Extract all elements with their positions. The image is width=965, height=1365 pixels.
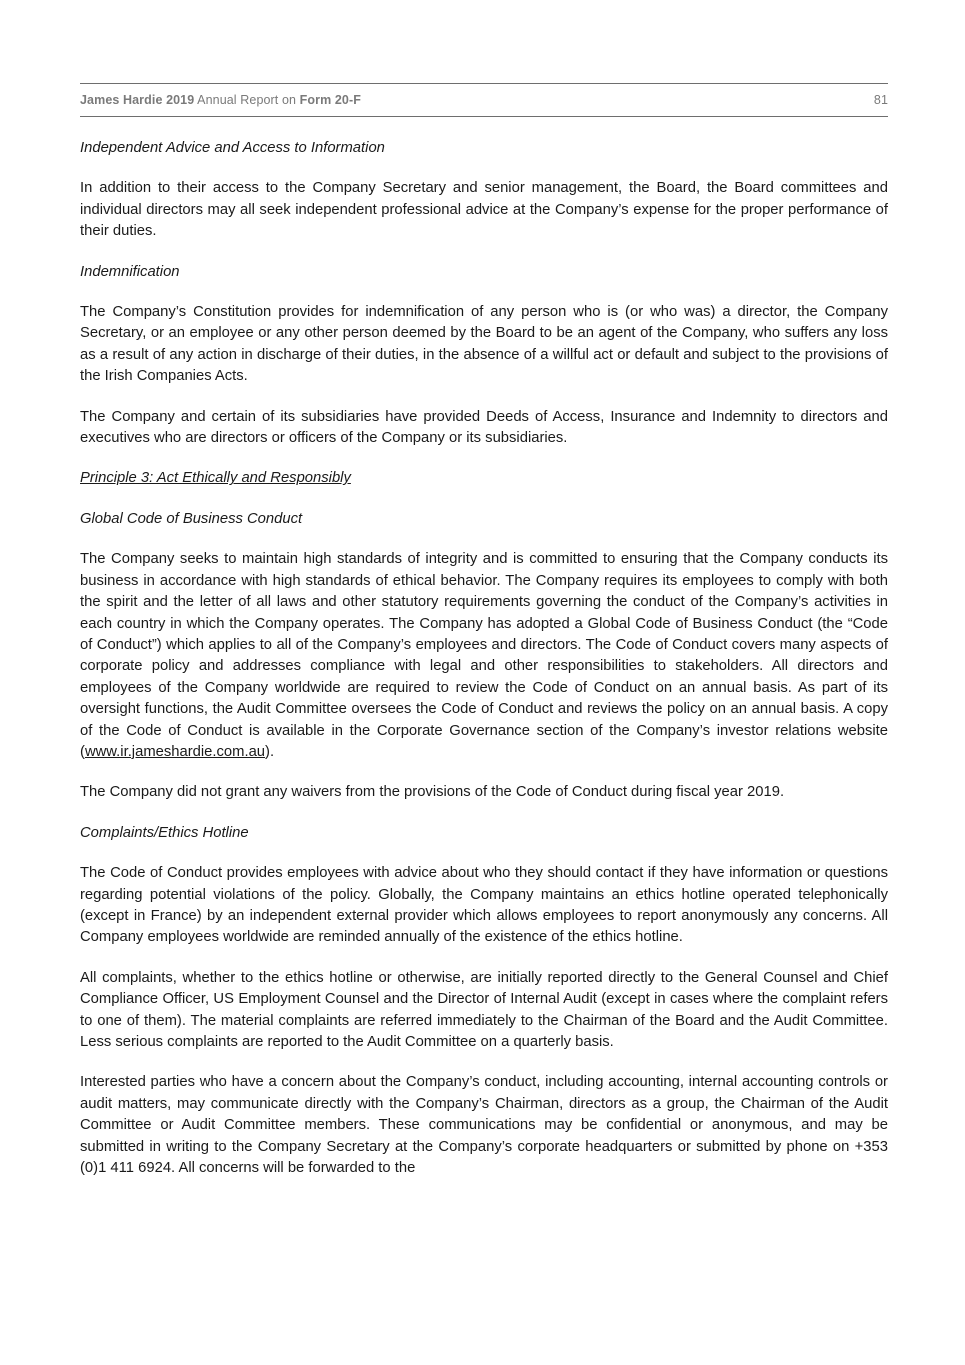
paragraph-independent-advice: In addition to their access to the Company Secretary and senior management, the Board, the Board committees and individual directors may all seek independent professional advice at the Company’s expense for the proper performance of their duties. [80, 180, 888, 240]
header-form: Form 20-F [299, 93, 361, 107]
heading-principle-3: Principle 3: Act Ethically and Responsibly [80, 470, 351, 487]
header-brand: James Hardie 2019 [80, 93, 195, 107]
paragraph-indemnification-2: The Company and certain of its subsidiaries have provided Deeds of Access, Insurance and Indemnity to directors and executives who are directors or officers of the Company or its subsidiaries. [80, 408, 888, 447]
heading-complaints-hotline: Complaints/Ethics Hotline [80, 824, 249, 841]
paragraph-complaints-1: The Code of Conduct provides employees with advice about who they should contact if they have information or questions regarding potential violations of the policy. Globally, the Company maintains an ethics hotline operated telephonically (except in France) by an independent external provider which allows employees to report anonymously any concerns. All Company employees worldwide are reminded annually of the existence of the ethics hotline. [80, 865, 888, 946]
page-header [80, 83, 888, 117]
header-middle: Annual Report on [194, 93, 300, 107]
document-body [80, 138, 888, 1179]
paragraph-interested-parties: Interested parties who have a concern about the Company’s conduct, including accounting, internal accounting controls or audit matters, may communicate directly with the Company’s Chairman, directors as a group, the Chairman of the Audit Committee or Audit Committee members. These communications may be confidential or anonymous, and may be submitted in writing to the Company Secretary at the Company’s corporate headquarters or submitted by phone on +353 (0)1 411 6924. All concerns will be forwarded to the [80, 1074, 888, 1177]
heading-global-code: Global Code of Business Conduct [80, 510, 303, 527]
page-number: 81 [873, 93, 888, 107]
global-code-text-after-link: ). [265, 743, 275, 760]
paragraph-global-code [80, 549, 888, 763]
heading-independent-advice: Independent Advice and Access to Information [80, 140, 385, 156]
investor-relations-link[interactable]: www.ir.jameshardie.com.au [84, 743, 266, 760]
global-code-text-before-link: The Company seeks to maintain high standards of integrity and is committed to ensuring that the Company conducts its business in accordance with high standards of ethical behavior. The Company requires its employees to comply with both the spirit and the letter of all laws and other statutory requirements governing the conduct of the Company’s activities in each country in which the Company operates. The Company has adopted a Global Code of Business Conduct (the “Code of Conduct”) which applies to all of the Company’s employees and directors. The Code of Conduct covers many aspects of corporate policy and addresses compliance with legal and other responsibilities to stakeholders. All directors and employees of the Company worldwide are required to review the Code of Conduct on an annual basis. As part of its oversight functions, the Audit Committee oversees the Code of Conduct and reviews the policy on an annual basis. A copy of the Code of Conduct is available in the Corporate Governance section of the Company’s investor relations website ( [80, 551, 888, 760]
paragraph-waivers: The Company did not grant any waivers from the provisions of the Code of Conduct during fiscal year 2019. [80, 784, 785, 801]
paragraph-indemnification-1: The Company’s Constitution provides for indemnification of any person who is (or who was) a director, the Company Secretary, or an employee or any other person deemed by the Board to be an agent of the Company, who suffers any loss as a result of any action in discharge of their duties, in the absence of a willful act or default and subject to the provisions of the Irish Companies Acts. [80, 304, 888, 385]
heading-indemnification: Indemnification [80, 263, 180, 280]
paragraph-complaints-2: All complaints, whether to the ethics hotline or otherwise, are initially reported directly to the General Counsel and Chief Compliance Officer, US Employment Counsel and the Director of Internal Audit (except in cases where the complaint refers to one of them). The material complaints are referred immediately to the Chairman of the Board and the Audit Committee. Less serious complaints are reported to the Audit Committee on a quarterly basis. [80, 969, 888, 1050]
running-header-title [80, 93, 361, 107]
